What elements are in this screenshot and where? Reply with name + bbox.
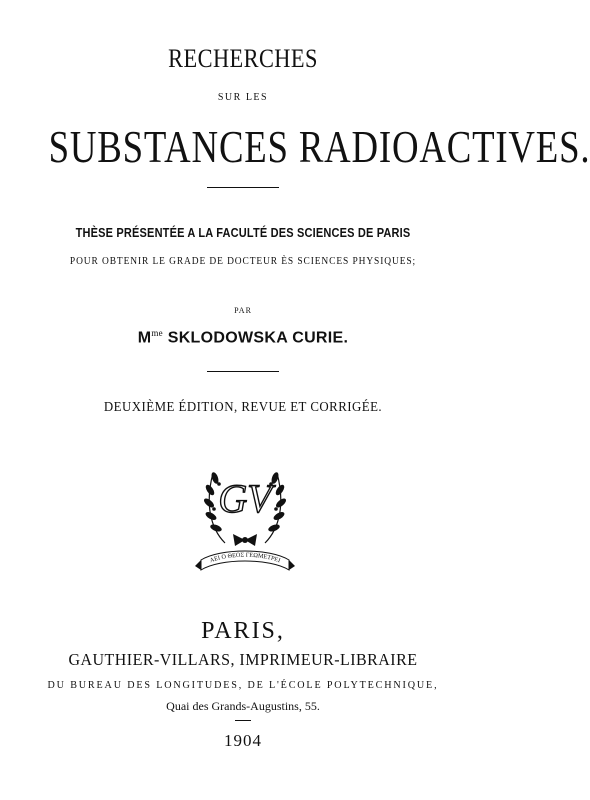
publication-year: 1904 bbox=[224, 731, 262, 750]
title-substances-radioactives: SUBSTANCES RADIOACTIVES. bbox=[48, 121, 590, 172]
divider-rule bbox=[235, 720, 251, 721]
publisher-address: Quai des Grands-Augustins, 55. bbox=[166, 699, 320, 713]
publisher-emblem-icon bbox=[195, 448, 295, 578]
divider-rule bbox=[207, 187, 279, 188]
author-name bbox=[0, 328, 486, 347]
degree-statement: POUR OBTENIR LE GRADE DE DOCTEUR ÈS SCIENCES PHYSIQUES; bbox=[69, 256, 417, 267]
par-label: PAR bbox=[234, 306, 252, 315]
title-recherches: RECHERCHES bbox=[168, 44, 318, 73]
author-surname: SKLODOWSKA CURIE. bbox=[167, 329, 349, 347]
edition-statement: DEUXIÈME ÉDITION, REVUE ET CORRIGÉE. bbox=[103, 400, 383, 415]
thesis-statement: THÈSE PRÉSENTÉE A LA FACULTÉ DES SCIENCES DE PARIS bbox=[75, 226, 411, 240]
publisher-city: PARIS, bbox=[201, 618, 285, 644]
emblem-ribbon-motto: ΑΕΙ Ο ΘΕΟΣ ΓΕΩΜΕΤΡΕΙ bbox=[208, 551, 282, 565]
publisher-affiliation: DU BUREAU DES LONGITUDES, DE L'ÉCOLE POLYTECHNIQUE, bbox=[47, 679, 439, 691]
divider-rule bbox=[207, 371, 279, 372]
publisher-name: GAUTHIER-VILLARS, IMPRIMEUR-LIBRAIRE bbox=[68, 650, 418, 669]
author-prefix: M bbox=[137, 329, 152, 347]
author-prefix-superscript: me bbox=[151, 328, 163, 338]
title-sur-les: SUR LES bbox=[217, 92, 269, 103]
emblem-monogram: GV bbox=[218, 476, 272, 521]
